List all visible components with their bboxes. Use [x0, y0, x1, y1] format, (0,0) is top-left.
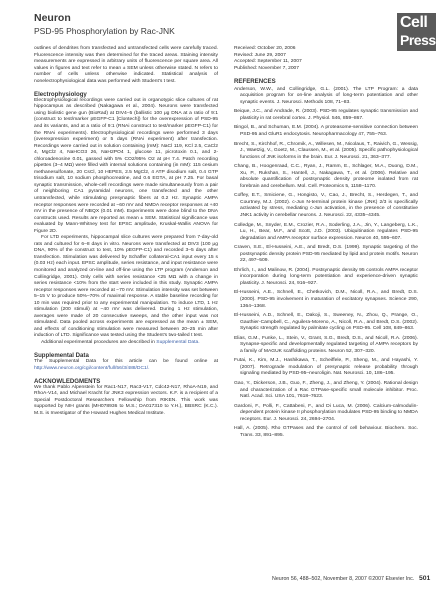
- reference-item: Colledge, M., Snyder, E.M., Crozier, R.A., Soderling, J.A., Jin, Y., Langeberg, L.K., Lu, H., Bear, M.F., and Scott, J.D. (2003). Ubiquitination regulates PSD-95 degradation and AMPA receptor surface expression. Neuron 40, 595–607.: [234, 222, 418, 241]
- running-title: PSD-95 Phosphorylation by Rac-JNK: [34, 26, 175, 36]
- acknowledgments-heading: ACKNOWLEDGMENTS: [34, 377, 101, 385]
- electrophysiology-paragraph-3: [34, 340, 218, 347]
- reference-item: Elias, G.M., Funke, L., Stein, V., Grant, S.G., Bredt, D.S., and Nicoll, R.A. (2006). Synapse-specific and developmentally regulated targeting of AMPA receptors by a family of MAGUK scaffolding proteins. Neuron 52, 307–320.: [234, 335, 418, 354]
- reference-item: El-Husseini, A.E., Schnell, E., Chetkovich, D.M., Nicoll, R.A., and Bredt, D.S. (2000). PSD-95 involvement in maturation of excitatory synapses. Science 290, 1364–1368.: [234, 290, 418, 309]
- electrophysiology-paragraph-2: For LTD experiments, hippocampal slice cultures were prepared from 7-day-old rats and cultured for 6–8 days in vitro. Neurons were transfected at DIV3 (100 μg DNA, 90% of the construct to test, 10% pEGFP-C1) and recorded 3–5 days after transfection. Stimulation was delivered by Schaffer collateral-CA1 input every 15 s (0.03 Hz) each input. EPSC amplitude, series resistance, and input resistance were monitored and analyzed on-line and off-line using the LTP program (Anderson and Collingridge, 2001). Only cells with series resistance <25 MΩ with a change in series resistance <10% from the start were included in this study. Synaptic AMPA receptor responses were recorded at −70 mV. Stimulation intensity was set between 5–15 V to produce 50%–70% of maximal response. A stable baseline recording for 10 min was required prior to any experimental manipulation. To induce LTD, 1 Hz stimulation (200 stimuli) at −40 mV was delivered. During 1 Hz stimulation, averages were made of 20 consecutive sweeps, and the other input was not stimulated. Data pooled across experiments are expressed as the mean ± SEM, and effects of conditioning stimulation were measured between 20–25 min after induction of LTD. Significance was tested using the Student's two-tailed t test.: [34, 235, 218, 339]
- journal-name: Neuron: [34, 12, 71, 24]
- paragraph-text: The Supplemental Data for this article can be found online at: [34, 359, 218, 365]
- references-heading: REFERENCES: [234, 77, 276, 85]
- left-column: [34, 46, 218, 417]
- reference-item: Coffey, E.T., Smiciene, G., Hongisto, V., Cao, J., Brecht, S., Herdegen, T., and Courtney, M.J. (2002). c-Jun N-terminal protein kinase (JNK) 2/3 is specifically activated by stress, mediating c-Jun activation, in the presence of constitutive JNK1 activity in cerebellar neurons. J. Neurosci. 22, 4335–4345.: [234, 193, 418, 218]
- reference-item: Anderson, W.W., and Collingridge, G.L. (2001). The LTP Program: a data acquisition program for on-line analysis of long-term potentiation and other synaptic events. J. Neurosci. Methods 108, 71–83.: [234, 86, 418, 105]
- reference-item: Futai, K., Kim, M.J., Hashikawa, T., Scheiffele, P., Sheng, M., and Hayashi, Y. (2007). Retrograde modulation of presynaptic release probability through signaling mediated by PSD-95–neuroligin. Nat. Neurosci. 10, 186–195.: [234, 358, 418, 377]
- date-published: Published: November 7, 2007: [234, 65, 300, 71]
- right-column: [234, 46, 418, 439]
- paragraph-text: Additional experimental procedures are described in: [41, 340, 157, 346]
- supplemental-data-heading: Supplemental Data: [34, 352, 89, 360]
- reference-item: Gao, Y., Dickerson, J.B., Guo, F., Zheng, J., and Zheng, Y. (2004). Rational design and characterization of a Rac GTPase-specific small molecule inhibitor. Proc. Natl. Acad. Sci. USA 101, 7618–7623.: [234, 381, 418, 400]
- supplemental-url-link[interactable]: http://www.neuron.org/cgi/content/full/56/3/488/DC1/.: [34, 365, 150, 371]
- reference-item: Hall, A. (2005). Rho GTPases and the control of cell behaviour. Biochem. Soc. Trans. 33, 891–895.: [234, 426, 418, 438]
- date-revised: Revised: June 29, 2007: [234, 52, 286, 58]
- reference-item: Craven, S.E., El-Husseini, A.E., and Bredt, D.S. (1999). Synaptic targeting of the postsynaptic density protein PSD-95 mediated by lipid and protein motifs. Neuron 22, 497–509.: [234, 245, 418, 264]
- supplemental-data-link[interactable]: Supplemental Data.: [156, 340, 200, 346]
- electrophysiology-paragraph-1: Electrophysiological recordings were carried out in organotypic slice cultures of rat hippocampus as described (Nakagawa et al., 2004). Neurons were transfected using biolistic gene gun (BioRad) at DIV4–5 (ballistic 100 μg DNA at a ratio of 9:1 (construct to test/marker pEGFP-C1 [Clontech]) for the overexpression of PSD-95 and its variants, and at a ratio of 9:1 (RNAi construct to test/marker pEGFP-C1) for the RNAi experiments). Electrophysiological recordings were performed 3 days (overexpression experiment) or 5 days (RNAi experiment) after transfection. Recordings were carried out in solution containing (mM): NaCl 119, KCl 2.5, CaCl2 4, MgCl2 4, NaHCO3 26, NaH2PO4 1, glucose 11, picrotoxin 0.1, and 2-chloroadenosine 0.01, gassed with 5% CO2/95% O2 at pH 7.4. Patch recording pipettes (3–4 MΩ) were filled with internal solutions containing (in mM): 115 cesium methanesulfonate, 20 CsCl, 10 HEPES, 2.5 MgCl2, 4 ATP disodium salt, 0.4 GTP trisodium salt, 10 sodium phosphocreatine, and 0.6 EGTA, at pH 7.25. For basal synaptic transmission, whole-cell recordings were made simultaneously from a pair of neighboring CA1 pyramidal neurons, one transfected and the other untransfected, while stimulating presynaptic fibers at 0.2 Hz. Synaptic AMPA receptor responses were recorded at −60 mV and NMDA receptor responses at +40 mV in the presence of NBQX (0.01 mM). Experiments were done blind to the DNA constructs used. Results are reported as mean ± SEM. Statistical significance was evaluated by Mann-Whitney test for EPSC amplitude, Kruskal-Wallis ANOVA for Figure 2D.: [34, 97, 218, 234]
- reference-item: Gardoni, F., Polli, F., Cattabeni, F., and Di Luca, M. (2006). Calcium-calmodulin-dependent protein kinase II phosphorylation modulates PSD-95 binding to NMDA receptors. Eur. J. Neurosci. 24, 2694–2704.: [234, 403, 418, 422]
- footer-citation: Neuron 56, 488–502, November 8, 2007 ©2007 Elsevier Inc.: [272, 576, 415, 582]
- logo-text-cell: Cell: [400, 14, 428, 31]
- page-number: 501: [419, 574, 431, 582]
- reference-list: [234, 87, 418, 440]
- date-accepted: Accepted: September 11, 2007: [234, 59, 302, 65]
- electrophysiology-heading: Electrophysiology: [34, 90, 87, 98]
- reference-item: El-Husseini, A.D., Schnell, E., Dakoji, S., Sweeney, N., Zhou, Q., Prange, O., Gauthier-Campbell, C., Aguilera-Moreno, A., Nicoll, R.A., and Bredt, D.S. (2002). Synaptic strength regulated by palmitate cycling on PSD-95. Cell 108, 849–863.: [234, 313, 418, 332]
- intro-paragraph: outlines of dendrites from transfected and untransfected cells were carefully traced. Fluorescence intensity was then determined for the traced areas. Staining intensity measurements are expressed in arbitrary units of fluorescence per square area. All values in figures and text refer to mean ± SEM unless otherwise stated. N refers to number of cells unless otherwise indicated. Statistical analysis of nonelectrophysiological data was performed with Student's t test.: [34, 46, 218, 84]
- supplemental-data-paragraph: [34, 359, 218, 372]
- reference-item: Ehrlich, I., and Malinow, R. (2004). Postsynaptic density 95 controls AMPA receptor incorporation during long-term potentiation and experience-driven synaptic plasticity. J. Neurosci. 24, 916–927.: [234, 267, 418, 286]
- acknowledgments-paragraph: We thank Pablo Alpenstein for Rac1-N17, Rac3-V17, Cdc42-N17, RhoA-N19, and RhoA-V14, and Michael Kracht for JNK3 expression vectors. K.F. is a recipient of a Special Postdoctoral Researchers Fellowship from RIKEN. This work was supported by NIH grants (MH078936 to M.S.; DA017310 to Y.H.), BBSRC (K.C.). M.S. is Investigator of the Howard Hughes Medical Institute.: [34, 384, 218, 416]
- reference-item: Bingol, B., and Schuman, E.M. (2004). A proteasome-sensitive connection between PSD-95 and GluR1 endocytosis. Neuropharmacology 47, 755–763.: [234, 125, 418, 137]
- logo-text-press: Press: [400, 32, 436, 48]
- reference-item: Brecht, S., Kirchhof, R., Chromik, A., Willesen, M., Nicolaus, T., Raivich, G., Wessig, J., Waetzig, V., Goetz, M., Claussen, M., et al. (2005). Specific pathophysiological functions of JNK isoforms in the brain. Eur. J. Neurosci. 21, 363–377.: [234, 141, 419, 160]
- reference-item: Beique, J.C., and Andrade, R. (2003). PSD-95 regulates synaptic transmission and plasticity in rat cerebral cortex. J. Physiol. 546, 859–867.: [234, 109, 418, 121]
- reference-item: Chang, B., Hoogenraad, C.C., Ryan, J., Ramm, E., Schlager, M.A., Duong, D.M., Xu, P., Rukshan, S., Hantell, J., Nakagawa, T., et al. (2006). Relative and absolute quantification of postsynaptic density proteome isolated from rat forebrain and cerebellum. Mol. Cell. Proteomics 5, 1158–1170.: [234, 164, 418, 189]
- article-dates: [234, 46, 418, 72]
- date-received: Received: October 20, 2006: [234, 46, 296, 51]
